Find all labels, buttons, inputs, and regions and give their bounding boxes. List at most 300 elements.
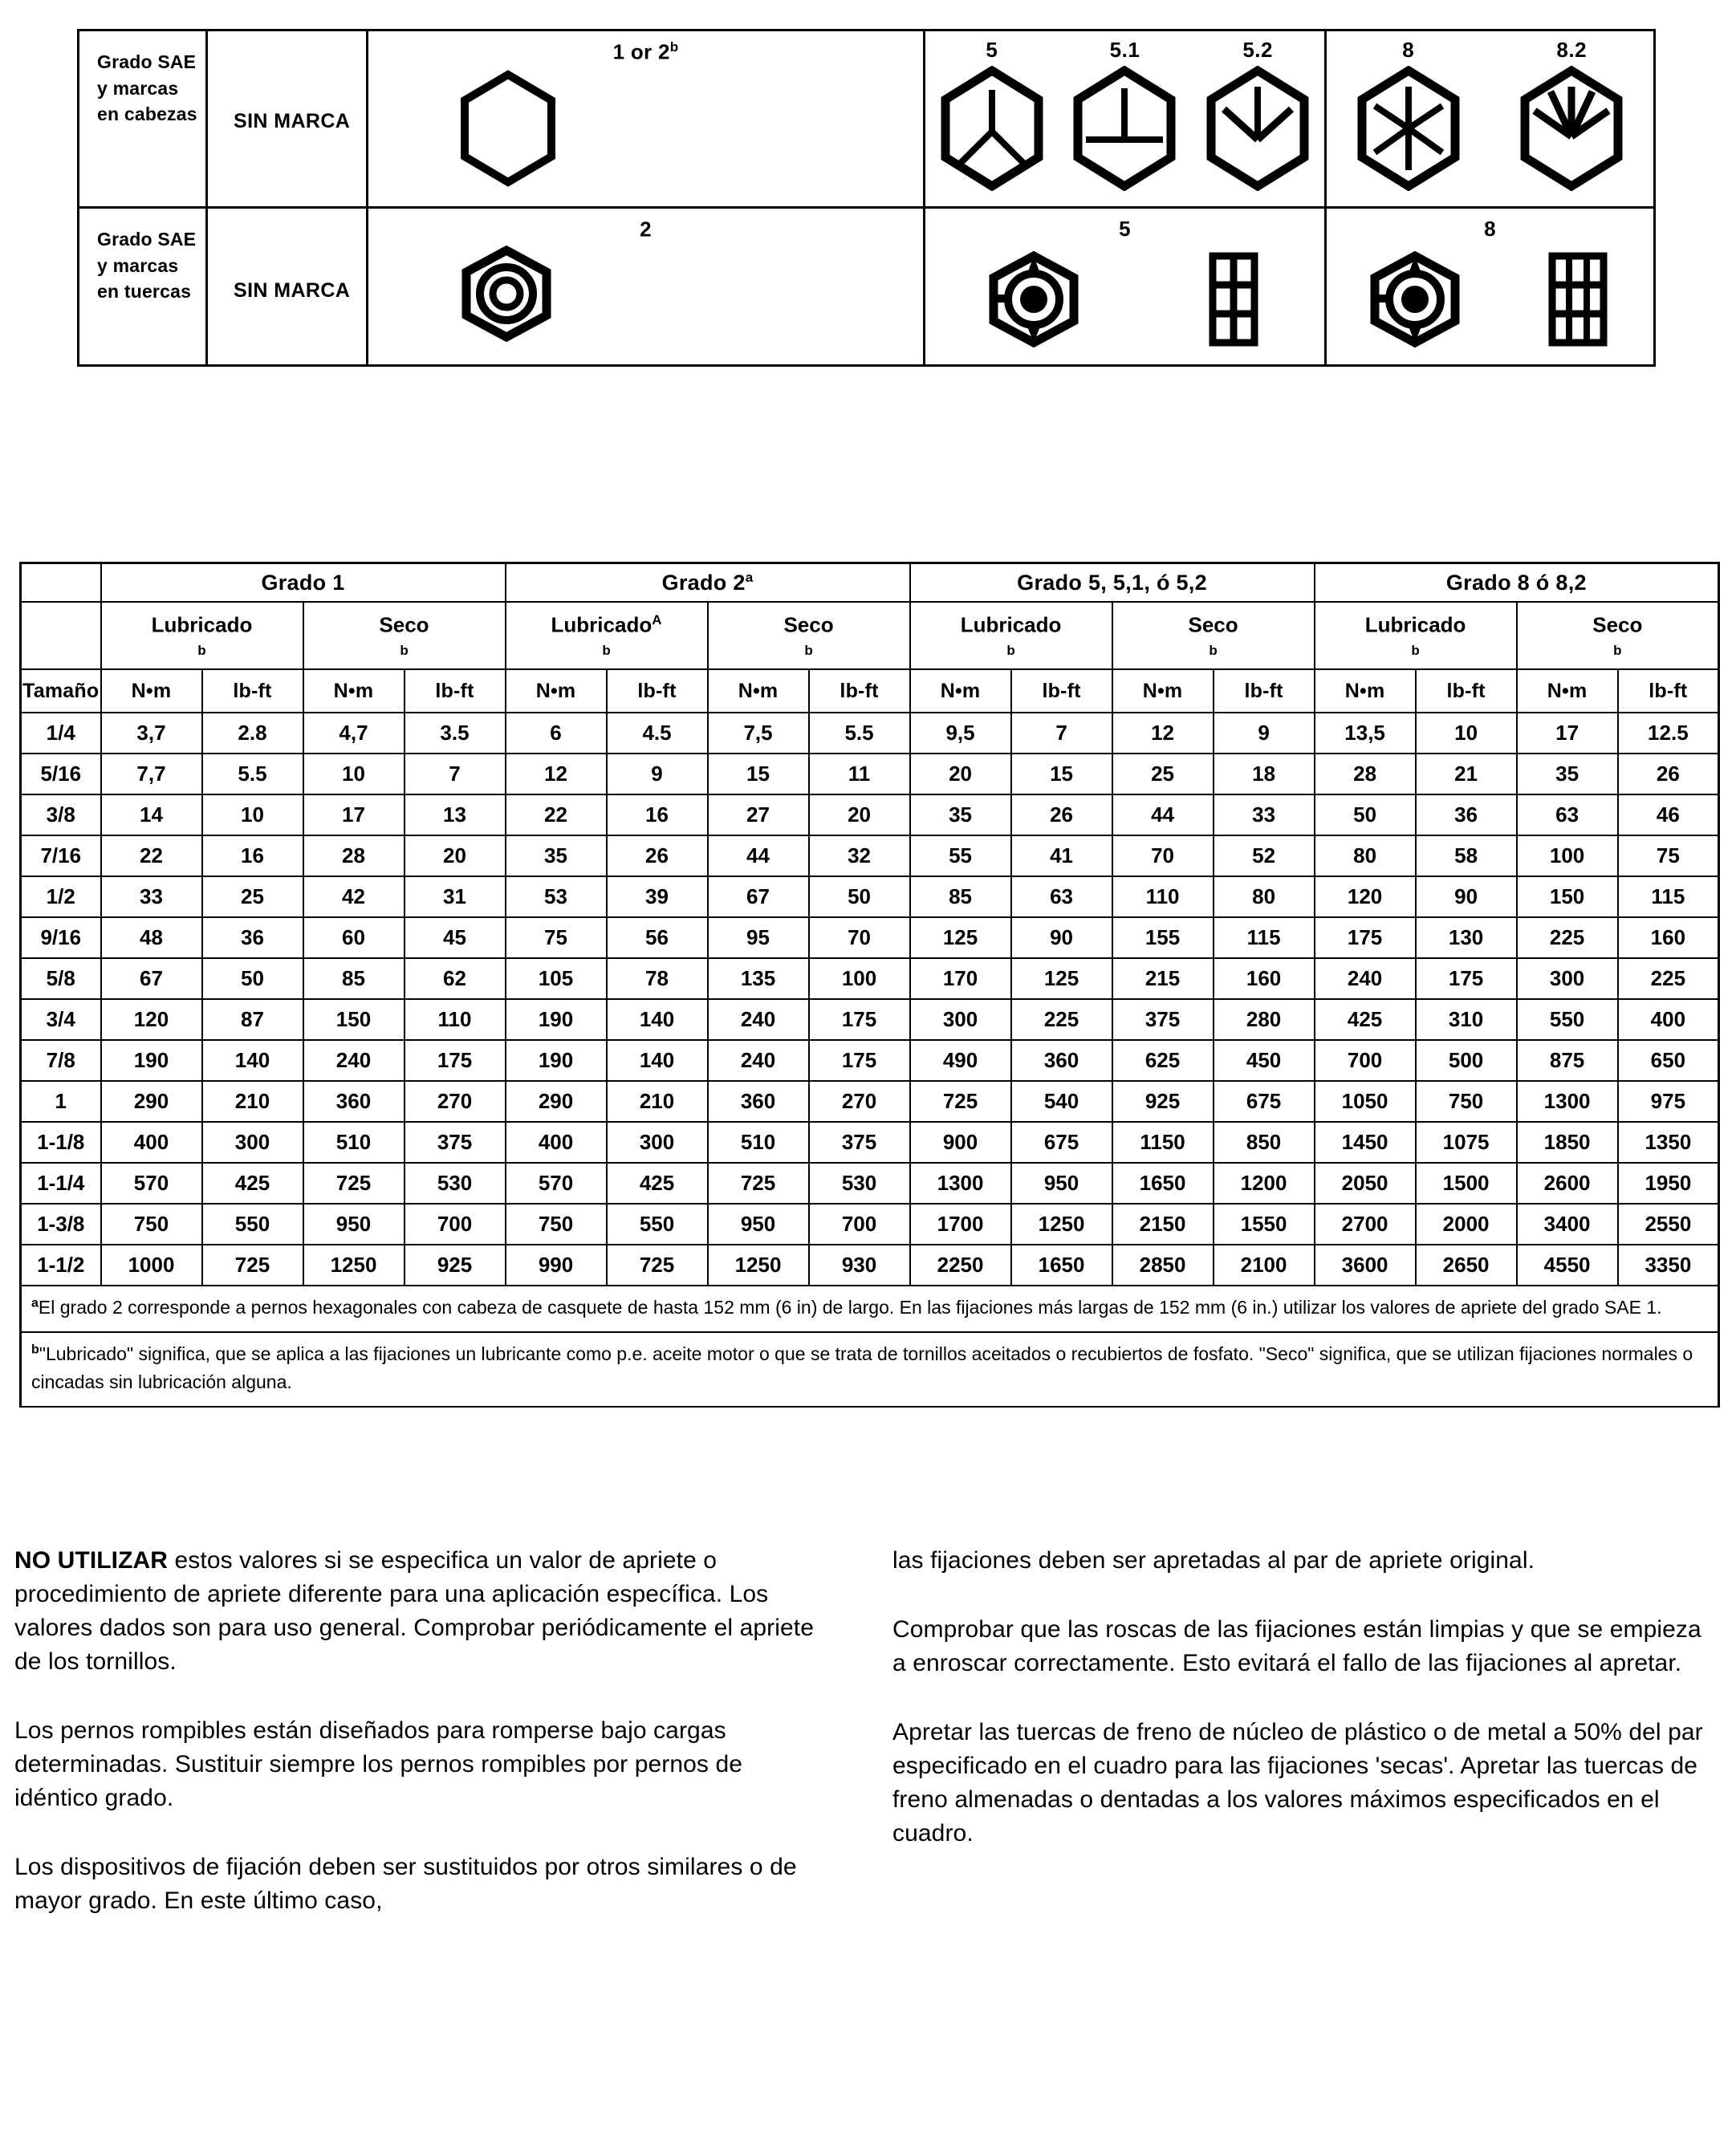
cell-value: 17 <box>303 794 405 835</box>
cell-value: 140 <box>202 1040 303 1081</box>
cell-value: 4.5 <box>607 713 708 754</box>
condition-header-4: Lubricado b <box>910 602 1112 669</box>
cell-value: 41 <box>1011 835 1112 876</box>
cell-value: 12 <box>1112 713 1214 754</box>
left-paragraph: Los dispositivos de fijación deben ser sustituidos por otros similares o de mayor grado. En este último caso, <box>14 1854 797 1914</box>
cell-value: 375 <box>1112 999 1214 1040</box>
figure-nut-side-8 <box>1543 250 1613 353</box>
unit-header-4: lb-ft <box>405 669 506 713</box>
cell-value: 925 <box>405 1245 506 1286</box>
cell-size: 9/16 <box>21 917 101 958</box>
condition-header-1: Seco b <box>303 602 506 669</box>
cell-value: 9 <box>1214 713 1315 754</box>
table-row <box>21 794 1719 835</box>
table-row <box>21 1163 1719 1204</box>
cell-value: 100 <box>1517 835 1618 876</box>
grade-header-8: Grado 8 ó 8,2 <box>1315 563 1719 603</box>
figure-hex-head-5: 5 <box>939 38 1045 195</box>
cell-value: 425 <box>1315 999 1416 1040</box>
cell-value: 750 <box>1416 1081 1517 1122</box>
cell-value: 26 <box>1618 754 1719 794</box>
cell-value: 115 <box>1618 876 1719 917</box>
cell-value: 35 <box>1517 754 1618 794</box>
cell-value: 500 <box>1416 1040 1517 1081</box>
cell-size: 3/8 <box>21 794 101 835</box>
cell-value: 375 <box>405 1122 506 1163</box>
cell-value: 725 <box>303 1163 405 1204</box>
grade-header-2: Grado 2$^a$ <box>506 563 910 603</box>
cell-value: 3.5 <box>405 713 506 754</box>
left-paragraph: NO UTILIZAR estos valores si se especifica un valor de apriete o procedimiento de apriete diferente para una aplicación específica. Los valores dados son para uso general. Comprobar periódicamente el apriete de los tornillos. <box>14 1547 815 1675</box>
cell-value: 510 <box>303 1122 405 1163</box>
cell-value: 5.5 <box>202 754 303 794</box>
cell-value: 11 <box>809 754 910 794</box>
cell-value: 62 <box>405 958 506 999</box>
cell-value: 225 <box>1517 917 1618 958</box>
cell-value: 1650 <box>1112 1163 1214 1204</box>
cell-value: 240 <box>708 999 809 1040</box>
grade-8-nut-cell <box>1326 208 1655 366</box>
unit-header-12: lb-ft <box>1214 669 1315 713</box>
cell-value: 1700 <box>910 1204 1011 1245</box>
unit-header-10: lb-ft <box>1011 669 1112 713</box>
body-text-columns <box>14 1544 1724 1918</box>
cell-value: 33 <box>101 876 202 917</box>
unit-header-7: N•m <box>708 669 809 713</box>
condition-header-blank <box>21 602 101 669</box>
cell-size: 5/16 <box>21 754 101 794</box>
cell-value: 550 <box>202 1204 303 1245</box>
condition-header-6: Lubricado b <box>1315 602 1517 669</box>
cell-value: 10 <box>1416 713 1517 754</box>
table-row <box>21 713 1719 754</box>
cell-value: 175 <box>1416 958 1517 999</box>
cell-value: 12 <box>506 754 607 794</box>
cell-value: 7 <box>405 754 506 794</box>
no-mark-text-heads: SIN MARCA <box>234 110 351 132</box>
cell-value: 75 <box>506 917 607 958</box>
cell-value: 53 <box>506 876 607 917</box>
footnote-a-marker: a <box>31 1296 39 1310</box>
figure-hex-head-8: 8 <box>1356 38 1462 195</box>
cell-value: 35 <box>506 835 607 876</box>
cell-value: 80 <box>1214 876 1315 917</box>
cell-value: 425 <box>202 1163 303 1204</box>
cell-value: 18 <box>1214 754 1315 794</box>
cell-value: 750 <box>101 1204 202 1245</box>
cell-value: 210 <box>202 1081 303 1122</box>
cell-value: 55 <box>910 835 1011 876</box>
cell-value: 400 <box>101 1122 202 1163</box>
cell-value: 540 <box>1011 1081 1112 1122</box>
table-row <box>21 835 1719 876</box>
unit-header-16: lb-ft <box>1618 669 1719 713</box>
cell-value: 930 <box>809 1245 910 1286</box>
cell-value: 7 <box>1011 713 1112 754</box>
hex-head-fan-marks-icon <box>1518 66 1624 191</box>
cell-value: 115 <box>1214 917 1315 958</box>
cell-value: 1300 <box>1517 1081 1618 1122</box>
cell-size: 1-1/2 <box>21 1245 101 1286</box>
cell-value: 44 <box>1112 794 1214 835</box>
cell-value: 80 <box>1315 835 1416 876</box>
unit-header-11: N•m <box>1112 669 1214 713</box>
cell-value: 90 <box>1011 917 1112 958</box>
cell-value: 530 <box>405 1163 506 1204</box>
cell-value: 360 <box>708 1081 809 1122</box>
cell-value: 1500 <box>1416 1163 1517 1204</box>
cell-value: 36 <box>1416 794 1517 835</box>
hex-nut-marked-icon <box>1367 250 1463 349</box>
grade-header-blank <box>21 563 101 603</box>
cell-value: 7,7 <box>101 754 202 794</box>
cell-value: 22 <box>101 835 202 876</box>
figure-hex-nut-5 <box>986 250 1082 353</box>
cell-value: 44 <box>708 835 809 876</box>
cell-value: 675 <box>1011 1122 1112 1163</box>
unit-header-13: N•m <box>1315 669 1416 713</box>
cell-value: 2150 <box>1112 1204 1214 1245</box>
cell-value: 52 <box>1214 835 1315 876</box>
cell-size: 3/4 <box>21 999 101 1040</box>
cell-value: 650 <box>1618 1040 1719 1081</box>
cell-value: 15 <box>708 754 809 794</box>
unit-header-2: lb-ft <box>202 669 303 713</box>
cell-value: 75 <box>1618 835 1719 876</box>
cell-value: 530 <box>809 1163 910 1204</box>
cell-value: 550 <box>1517 999 1618 1040</box>
cell-value: 750 <box>506 1204 607 1245</box>
table-row <box>21 999 1719 1040</box>
cell-value: 63 <box>1011 876 1112 917</box>
table-row <box>21 876 1719 917</box>
cell-value: 78 <box>607 958 708 999</box>
cell-value: 90 <box>1416 876 1517 917</box>
cell-value: 50 <box>809 876 910 917</box>
nut-side-view-2-marks-icon <box>1203 250 1264 349</box>
grade-header-row <box>21 563 1719 603</box>
cell-value: 67 <box>101 958 202 999</box>
row-label-heads: Grado SAE y marcas en cabezas <box>79 30 207 208</box>
cell-value: 1950 <box>1618 1163 1719 1204</box>
cell-value: 725 <box>202 1245 303 1286</box>
cell-value: 300 <box>910 999 1011 1040</box>
cell-value: 46 <box>1618 794 1719 835</box>
cell-value: 400 <box>1618 999 1719 1040</box>
cell-value: 1350 <box>1618 1122 1719 1163</box>
cell-size: 1-1/4 <box>21 1163 101 1204</box>
cell-value: 240 <box>708 1040 809 1081</box>
cell-value: 7,5 <box>708 713 809 754</box>
cell-value: 35 <box>910 794 1011 835</box>
footnote-b-marker: b <box>31 1342 39 1356</box>
cell-value: 450 <box>1214 1040 1315 1081</box>
body-text-left-column <box>14 1544 830 1918</box>
cell-value: 725 <box>708 1163 809 1204</box>
figure-hex-head-8-2: 8.2 <box>1518 38 1624 195</box>
left-paragraph: Los pernos rompibles están diseñados para romperse bajo cargas determinadas. Sustituir siempre los pernos rompibles por pernos de idéntico grado. <box>14 1717 743 1811</box>
condition-header-2: Lubricado$^A$ b <box>506 602 708 669</box>
cell-value: 15 <box>1011 754 1112 794</box>
cell-value: 190 <box>506 999 607 1040</box>
grade-1or2-head-cell <box>368 30 925 208</box>
markings-row-heads <box>79 30 1655 208</box>
cell-value: 36 <box>202 917 303 958</box>
cell-value: 550 <box>607 1204 708 1245</box>
grade-1or2-title: 1 or 2$^b$ <box>612 39 679 64</box>
markings-row-nuts <box>79 208 1655 366</box>
cell-value: 2600 <box>1517 1163 1618 1204</box>
cell-value: 155 <box>1112 917 1214 958</box>
cell-value: 67 <box>708 876 809 917</box>
table-row <box>21 1040 1719 1081</box>
condition-header-5: Seco b <box>1112 602 1315 669</box>
table-row <box>21 1081 1719 1122</box>
right-paragraph: Apretar las tuercas de freno de núcleo de plástico o de metal a 50% del par especificado en el cuadro para las fijaciones 'secas'. Apretar las tuercas de freno almenadas o dentadas a los valores máximos especificados en el cuadro. <box>892 1719 1703 1847</box>
cell-value: 975 <box>1618 1081 1719 1122</box>
figure-hex-nut-plain <box>458 246 555 346</box>
body-text-right-column <box>892 1544 1708 1918</box>
cell-value: 25 <box>1112 754 1214 794</box>
cell-value: 175 <box>1315 917 1416 958</box>
cell-value: 570 <box>506 1163 607 1204</box>
torque-values-table <box>19 562 1720 1408</box>
cell-value: 10 <box>303 754 405 794</box>
cell-value: 140 <box>607 999 708 1040</box>
cell-value: 45 <box>405 917 506 958</box>
cell-value: 16 <box>202 835 303 876</box>
cell-value: 130 <box>1416 917 1517 958</box>
cell-value: 110 <box>405 999 506 1040</box>
cell-value: 100 <box>809 958 910 999</box>
cell-value: 3600 <box>1315 1245 1416 1286</box>
table-row <box>21 1245 1719 1286</box>
cell-size: 1/2 <box>21 876 101 917</box>
figure-hex-head-plain <box>458 68 558 193</box>
unit-header-1: N•m <box>101 669 202 713</box>
figure-hex-head-5-2: 5.2 <box>1205 38 1311 195</box>
cell-value: 14 <box>101 794 202 835</box>
cell-value: 20 <box>809 794 910 835</box>
cell-value: 700 <box>405 1204 506 1245</box>
grade-2-nut-cell <box>368 208 925 366</box>
cell-value: 12.5 <box>1618 713 1719 754</box>
table-row <box>21 754 1719 794</box>
no-mark-label-heads <box>207 30 368 208</box>
cell-value: 360 <box>303 1081 405 1122</box>
cell-value: 6 <box>506 713 607 754</box>
cell-value: 2050 <box>1315 1163 1416 1204</box>
cell-value: 1200 <box>1214 1163 1315 1204</box>
no-mark-label-nuts <box>207 208 368 366</box>
cell-value: 125 <box>1011 958 1112 999</box>
cell-value: 110 <box>1112 876 1214 917</box>
cell-value: 31 <box>405 876 506 917</box>
condition-header-0: Lubricado b <box>101 602 303 669</box>
cell-size: 1 <box>21 1081 101 1122</box>
cell-value: 3350 <box>1618 1245 1719 1286</box>
cell-value: 425 <box>607 1163 708 1204</box>
cell-value: 85 <box>910 876 1011 917</box>
cell-value: 1250 <box>708 1245 809 1286</box>
hex-head-plain-icon <box>458 68 558 189</box>
cell-value: 26 <box>1011 794 1112 835</box>
cell-value: 1150 <box>1112 1122 1214 1163</box>
unit-header-3: N•m <box>303 669 405 713</box>
hex-head-6-radial-lines-icon <box>1356 66 1462 191</box>
no-mark-text-nuts: SIN MARCA <box>234 279 351 302</box>
cell-size: 5/8 <box>21 958 101 999</box>
cell-value: 33 <box>1214 794 1315 835</box>
sae-markings-table <box>77 29 1656 367</box>
cell-value: 135 <box>708 958 809 999</box>
hex-nut-plain-icon <box>458 246 555 342</box>
cell-value: 50 <box>202 958 303 999</box>
row-label-nuts: Grado SAE y marcas en tuercas <box>79 208 207 366</box>
cell-value: 150 <box>1517 876 1618 917</box>
unit-header-5: N•m <box>506 669 607 713</box>
cell-value: 700 <box>1315 1040 1416 1081</box>
grade-5-nut-title: 5 <box>1119 217 1131 241</box>
cell-value: 490 <box>910 1040 1011 1081</box>
cell-value: 42 <box>303 876 405 917</box>
cell-value: 16 <box>607 794 708 835</box>
table-row <box>21 958 1719 999</box>
hex-head-arrow-marks-icon <box>1205 66 1311 191</box>
grade-8-head-cell <box>1326 30 1655 208</box>
unit-header-size: Tamaño <box>21 669 101 713</box>
cell-value: 300 <box>202 1122 303 1163</box>
cell-value: 1050 <box>1315 1081 1416 1122</box>
cell-value: 120 <box>101 999 202 1040</box>
cell-value: 140 <box>607 1040 708 1081</box>
cell-value: 290 <box>506 1081 607 1122</box>
cell-value: 175 <box>405 1040 506 1081</box>
cell-value: 2650 <box>1416 1245 1517 1286</box>
cell-value: 4,7 <box>303 713 405 754</box>
cell-value: 510 <box>708 1122 809 1163</box>
footnote-b <box>21 1332 1719 1407</box>
cell-value: 300 <box>607 1122 708 1163</box>
cell-value: 20 <box>910 754 1011 794</box>
cell-value: 60 <box>303 917 405 958</box>
cell-value: 21 <box>1416 754 1517 794</box>
cell-value: 22 <box>506 794 607 835</box>
cell-value: 10 <box>202 794 303 835</box>
hex-nut-marked-icon <box>986 250 1082 349</box>
unit-header-row <box>21 669 1719 713</box>
cell-value: 63 <box>1517 794 1618 835</box>
table-row <box>21 1204 1719 1245</box>
footnote-b-text: "Lubricado" significa, que se aplica a las fijaciones un lubricante como p.e. aceite motor o que se trata de tornillos aceitados o recubiertos de fosfato. "Seco" significa, que se utilizan fijaciones normales o cincadas sin lubricación alguna. <box>31 1343 1693 1393</box>
cell-size: 1-3/8 <box>21 1204 101 1245</box>
cell-value: 25 <box>202 876 303 917</box>
cell-value: 150 <box>303 999 405 1040</box>
figure-hex-head-5-1: 5.1 <box>1071 38 1177 195</box>
cell-value: 175 <box>809 1040 910 1081</box>
cell-value: 9 <box>607 754 708 794</box>
cell-value: 3,7 <box>101 713 202 754</box>
cell-value: 290 <box>101 1081 202 1122</box>
cell-value: 20 <box>405 835 506 876</box>
cell-value: 1450 <box>1315 1122 1416 1163</box>
unit-header-14: lb-ft <box>1416 669 1517 713</box>
cell-value: 1075 <box>1416 1122 1517 1163</box>
cell-value: 925 <box>1112 1081 1214 1122</box>
cell-value: 2700 <box>1315 1204 1416 1245</box>
cell-value: 400 <box>506 1122 607 1163</box>
cell-value: 1250 <box>303 1245 405 1286</box>
cell-value: 360 <box>1011 1040 1112 1081</box>
cell-value: 850 <box>1214 1122 1315 1163</box>
cell-value: 170 <box>910 958 1011 999</box>
hex-head-cross-lines-icon <box>1071 66 1177 191</box>
cell-value: 2100 <box>1214 1245 1315 1286</box>
hex-head-3-radial-lines-icon <box>939 66 1045 191</box>
cell-value: 125 <box>910 917 1011 958</box>
cell-value: 70 <box>809 917 910 958</box>
table-row <box>21 917 1719 958</box>
cell-value: 2250 <box>910 1245 1011 1286</box>
cell-value: 190 <box>101 1040 202 1081</box>
cell-value: 4550 <box>1517 1245 1618 1286</box>
cell-size: 7/16 <box>21 835 101 876</box>
cell-value: 87 <box>202 999 303 1040</box>
cell-size: 1-1/8 <box>21 1122 101 1163</box>
cell-value: 725 <box>607 1245 708 1286</box>
cell-value: 225 <box>1618 958 1719 999</box>
cell-value: 85 <box>303 958 405 999</box>
condition-header-7: Seco b <box>1517 602 1719 669</box>
figure-nut-side-5 <box>1203 250 1264 353</box>
cell-value: 160 <box>1214 958 1315 999</box>
cell-value: 28 <box>303 835 405 876</box>
cell-value: 5.5 <box>809 713 910 754</box>
cell-value: 13,5 <box>1315 713 1416 754</box>
cell-value: 27 <box>708 794 809 835</box>
emphasis-no-utilizar: NO UTILIZAR <box>14 1547 169 1574</box>
cell-value: 160 <box>1618 917 1719 958</box>
cell-value: 270 <box>405 1081 506 1122</box>
cell-value: 725 <box>910 1081 1011 1122</box>
cell-value: 950 <box>1011 1163 1112 1204</box>
cell-value: 240 <box>303 1040 405 1081</box>
cell-value: 95 <box>708 917 809 958</box>
grade-5-nut-cell <box>925 208 1326 366</box>
cell-value: 225 <box>1011 999 1112 1040</box>
grade-2-nut-title: 2 <box>640 217 652 242</box>
cell-value: 1550 <box>1214 1204 1315 1245</box>
cell-value: 17 <box>1517 713 1618 754</box>
cell-value: 2550 <box>1618 1204 1719 1245</box>
cell-value: 58 <box>1416 835 1517 876</box>
cell-value: 990 <box>506 1245 607 1286</box>
cell-value: 120 <box>1315 876 1416 917</box>
footnote-row-b <box>21 1332 1719 1407</box>
cell-value: 2.8 <box>202 713 303 754</box>
condition-header-3: Seco b <box>708 602 910 669</box>
cell-value: 50 <box>1315 794 1416 835</box>
table-row <box>21 1122 1719 1163</box>
cell-value: 105 <box>506 958 607 999</box>
condition-header-row <box>21 602 1719 669</box>
cell-value: 3400 <box>1517 1204 1618 1245</box>
cell-value: 375 <box>809 1122 910 1163</box>
unit-header-6: lb-ft <box>607 669 708 713</box>
grade-header-1: Grado 1 <box>101 563 506 603</box>
cell-value: 280 <box>1214 999 1315 1040</box>
cell-value: 1850 <box>1517 1122 1618 1163</box>
